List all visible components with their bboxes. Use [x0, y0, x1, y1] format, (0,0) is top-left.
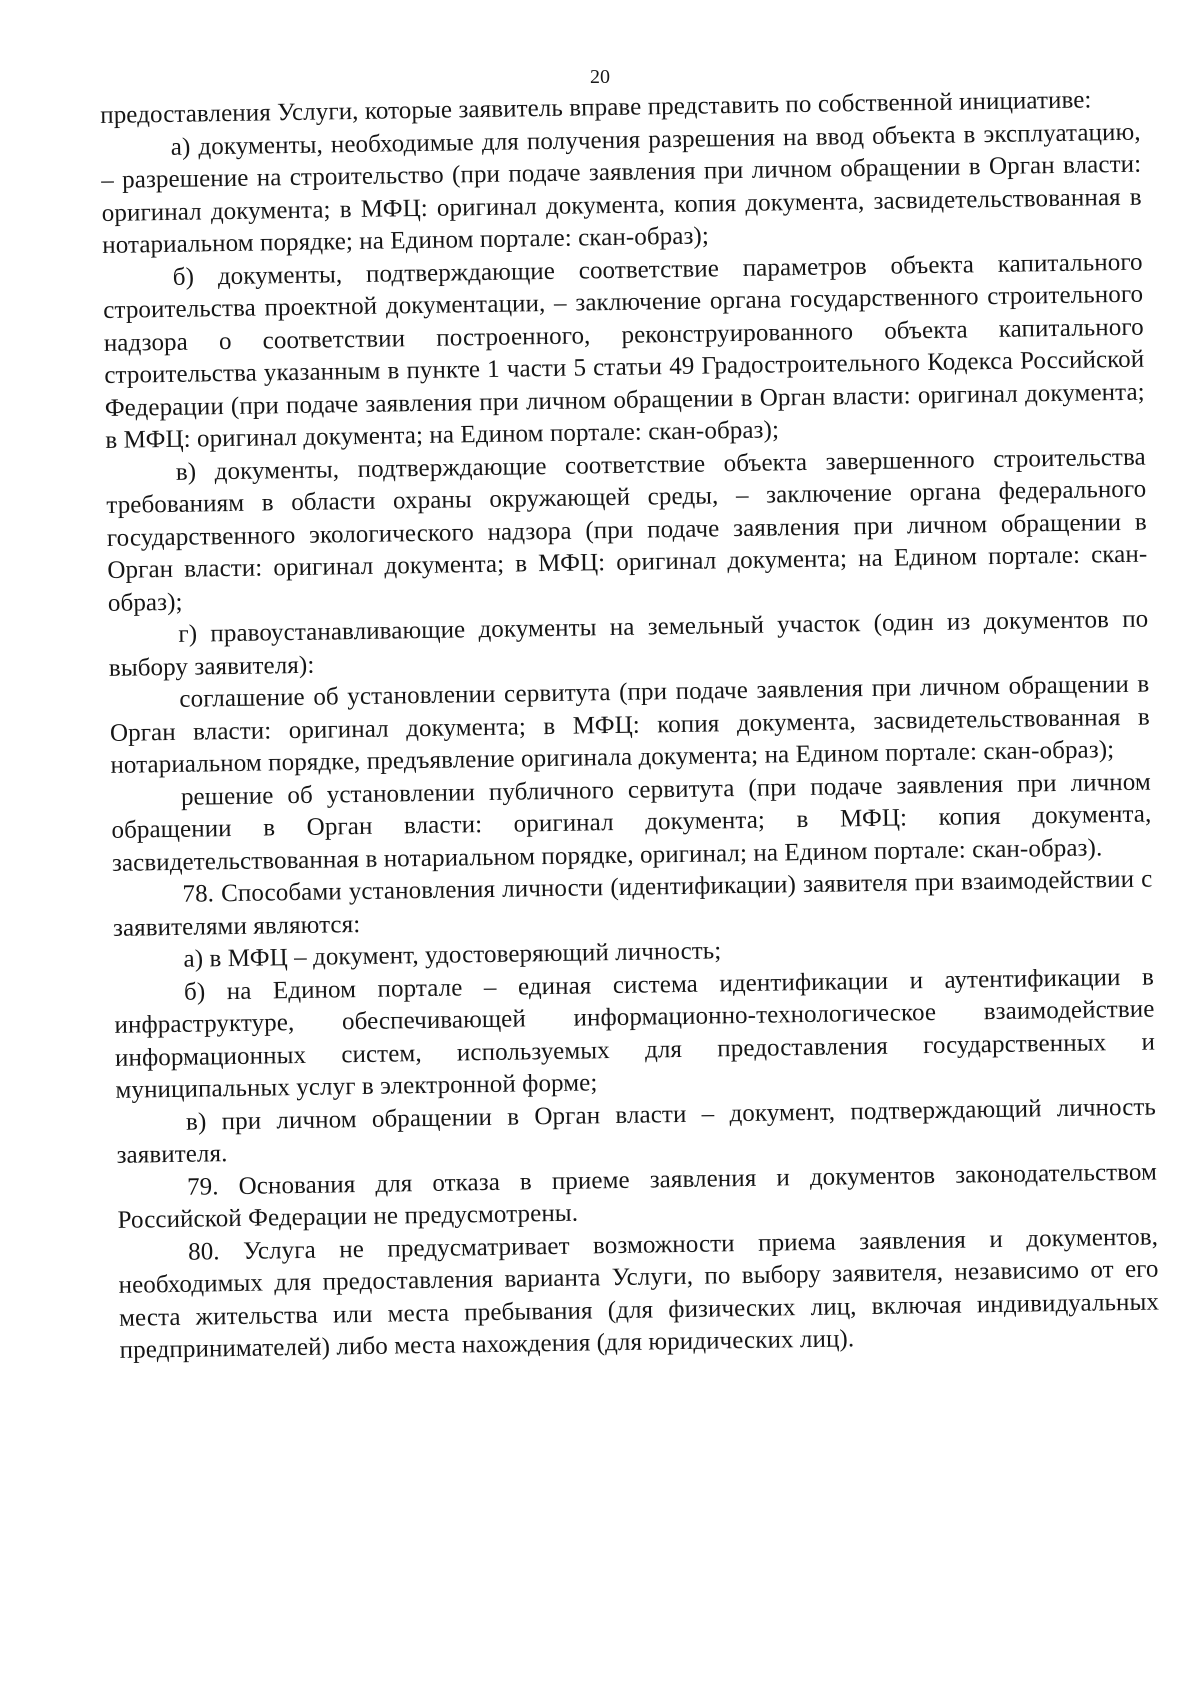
paragraph-continuation: предоставления Услуги, которые заявитель вправе представить по собственной инициативе: — [100, 86, 1092, 129]
paragraph-79: 79. Основания для отказа в приеме заявления и документов законодательством Российской Федерации не предусмотрены. — [117, 1158, 1158, 1234]
paragraph-78: 78. Способами установления личности (идентификации) заявителя при взаимодействии с заявителями являются: — [112, 865, 1153, 942]
paragraph-item-a: а) документы, необходимые для получения разрешения на ввод объекта в эксплуатацию, – разрешение на строительство (при подаче заявления при личном обращении в Орган власти: оригинал документа; в МФЦ: оригинал документа, копия документа, засвидетельствованная в нотариальном порядке; на Едином портале: скан-образ); — [101, 118, 1142, 259]
paragraph-78-a: а) в МФЦ – документ, удостоверяющий личность; — [183, 937, 722, 973]
paragraph-servitude-agreement: соглашение об установлении сервитута (при подаче заявления при личном обращении в Орган власти: оригинал документа; в МФЦ: копия документа, засвидетельствованная в нотариальном порядке, предъявление оригинала документа; на Едином портале: скан-образ); — [109, 670, 1151, 779]
paragraph-item-v: в) документы, подтверждающие соответствие объекта завершенного строительства требованиям в области охраны окружающей среды, – заключение органа федерального государственного экологического надзора (при подаче заявления при личном обращении в Орган власти: оригинал документа; в МФЦ: оригинал документа; на Едином портале: скан-образ); — [106, 443, 1148, 617]
paragraph-80: 80. Услуга не предусматривает возможности приема заявления и документов, необходимых для предоставления варианта Услуги, по выбору заявителя, независимо от его места жительства или места пребывания (для физических лиц, включая индивидуальных предпринимателей) либо места нахождения (для юридических лиц). — [118, 1223, 1160, 1364]
page-number: 20 — [590, 66, 610, 88]
paragraph-public-servitude: решение об установлении публичного сервитута (при подаче заявления при личном обращении в Орган власти: оригинал документа; в МФЦ: копия документа, засвидетельствованная в нотариальном порядке, оригинал; на Едином портале: скан-образ). — [111, 768, 1152, 877]
paragraph-78-b: б) на Едином портале – единая система идентификации и аутентификации в инфраструктуре, обеспечивающей информационно-технологическое взаимодействие информационных систем, используемых для предоставления государственных и муниципальных услуг в электронной форме; — [114, 963, 1156, 1104]
paragraph-78-v: в) при личном обращении в Орган власти – документ, подтверждающий личность заявителя. — [116, 1093, 1157, 1169]
paragraph-item-b: б) документы, подтверждающие соответствие параметров объекта капитального строительства проектной документации, – заключение органа государственного строительного надзора о соответствии построенного, реконструированного объекта капитального строительства указанным в пункте 1 части 5 статьи 49 Градостроительного Кодекса Российской Федерации (при подаче заявления при личном обращении в Орган власти: оригинал документа; в МФЦ: оригинал документа; на Едином портале: скан-образ); — [103, 248, 1145, 454]
document-body — [100, 84, 1160, 1368]
paragraph-item-g: г) правоустанавливающие документы на земельный участок (один из документов по выбору заявителя): — [108, 605, 1149, 682]
